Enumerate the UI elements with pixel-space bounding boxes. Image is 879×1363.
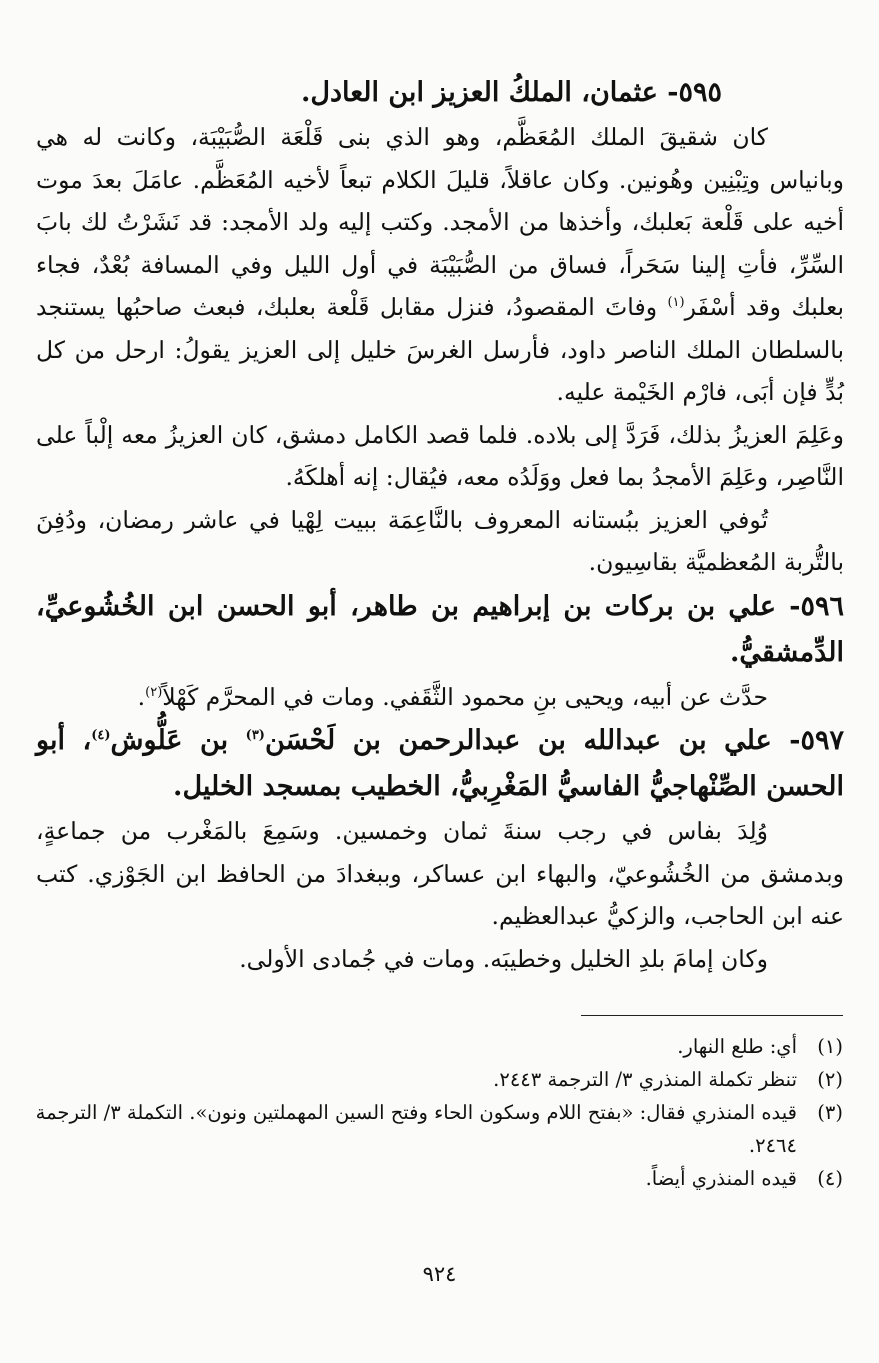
entry-595-title: ٥٩٥- عثمان، الملكُ العزيز ابن العادل. [300, 77, 722, 108]
entry-595-paragraph-2: وعَلِمَ العزيزُ بذلك، فَرَدَّ إلى بلاده. فلما قصد الكامل دمشق، كان العزيزُ معه إلْباً على النَّاصِر، وعَلِمَ الأمجدُ بما فعل ووَلَدُه معه، فيُقال: إنه أهلكَهُ. [36, 420, 844, 491]
entry-597-title-part-a: ٥٩٧- علي بن عبدالله بن عبدالرحمن بن لَحْسَن [264, 725, 844, 756]
footnote-text: تنظر تكملة المنذري ٣/ الترجمة ٢٤٤٣. [493, 1068, 797, 1091]
footnote-3 [35, 1096, 843, 1162]
footnote-separator [581, 1015, 843, 1016]
entry-597-paragraph-2: وكان إمامَ بلدِ الخليل وخطيبَه. ومات في جُمادى الأولى. [239, 944, 768, 973]
footnote-number: (٢) [817, 1068, 843, 1091]
page-body [36, 70, 844, 980]
entry-595-paragraph-3: تُوفي العزيز ببُستانه المعروف بالنَّاعِمَة ببيت لِهْيا في عاشر رمضان، ودُفِنَ بالتُّربة المُعظميَّة بقاسِيون. [36, 505, 844, 576]
entry-597-title-part-b: بن عَلُّوش [110, 725, 229, 756]
entry-595-paragraph-1-text: كان شقيقَ الملك المُعَظَّم، وهو الذي بنى قَلْعَة الصُّبَيْبَة، وكانت له هي وبانياس وتِبْنِين وهُونين. وكان عاقلاً، قليلَ الكلام تبعاً لأخيه المُعَظَّم. عامَلَ بعدَ موت أخيه على قَلْعة بَعلبك، وأخذها من الأمجد. وكتب إليه ولد الأمجد: قد نَشَرْتُ لك بابَ السِّرِّ، فأتِ إلينا سَحَراً، فساق من الصُّبَيْبَة في أول الليل وفي المسافة بُعْدٌ، فجاء بعلبك وقد أسْفَر [36, 123, 844, 321]
footnote-text: قيده المنذري أيضاً. [645, 1167, 797, 1190]
footnote-number: (٤) [817, 1167, 843, 1190]
footnote-text: أي: طلع النهار. [677, 1035, 797, 1058]
entry-596-paragraph: حدَّث عن أبيه، ويحيى بنِ محمود الثَّقَفي. ومات في المحرَّم كَهْلاً$^{(٢)}$. [137, 682, 768, 711]
entry-595-paragraph-1-tail: وفاتَ المقصودُ، فنزل مقابل قَلْعة بعلبك، فبعث صاحبُها يستنجد بالسلطان الملك الناصر داود، فأرسل الغرسَ خليل إلى العزيز يقولُ: ارحل من كل بُدٍّ فإن أبَى، فارْم الخَيْمة عليه. [36, 293, 844, 406]
entry-595-paragraph-1 [36, 116, 844, 414]
entry-597-paragraph-1: وُلِدَ بفاس في رجب سنةَ ثمان وخمسين. وسَمِعَ بالمَغْرب من جماعةٍ، وبدمشق من الخُشُوعيّ، والبهاء ابن عساكر، وببغدادَ من الحافظ ابن الجَوْزي. كتب عنه ابن الحاجب، والزكيُّ عبدالعظيم. [36, 817, 844, 930]
footnote-marker-4: (٤) [91, 728, 111, 743]
footnote-marker-2: (٢) [145, 684, 163, 700]
entry-596-title: ٥٩٦- علي بن بركات بن إبراهيم بن طاهر، أبو الحسن ابن الخُشُوعيِّ، الدِّمشقيُّ. [36, 590, 844, 668]
entry-597-title-part-c: ، أبو الحسن الصِّنْهاجيُّ الفاسيُّ المَغْرِبيُّ، الخطيب بمسجد الخليل. [36, 725, 844, 802]
footnote-number: (١) [817, 1035, 843, 1058]
footnote-2 [35, 1063, 843, 1096]
footnote-text: قيده المنذري فقال: «بفتح اللام وسكون الحاء وفتح السين المهملتين ونون». التكملة ٣/ الترجمة ٢٤٦٤. [35, 1101, 797, 1157]
footnote-marker-3: (٣) [245, 728, 265, 743]
footnote-1 [35, 1030, 843, 1063]
footnote-number: (٣) [817, 1101, 843, 1124]
page-number: ٩٢٤ [422, 1262, 457, 1286]
entry-597-title [36, 718, 844, 810]
footnote-marker-1: (١) [667, 295, 685, 311]
footnotes [35, 1030, 843, 1195]
entry-596-paragraph-text: حدَّث عن أبيه، ويحيى بنِ محمود الثَّقَفي. ومات في المحرَّم كَهْلاً [162, 682, 768, 711]
footnote-4 [35, 1162, 843, 1195]
